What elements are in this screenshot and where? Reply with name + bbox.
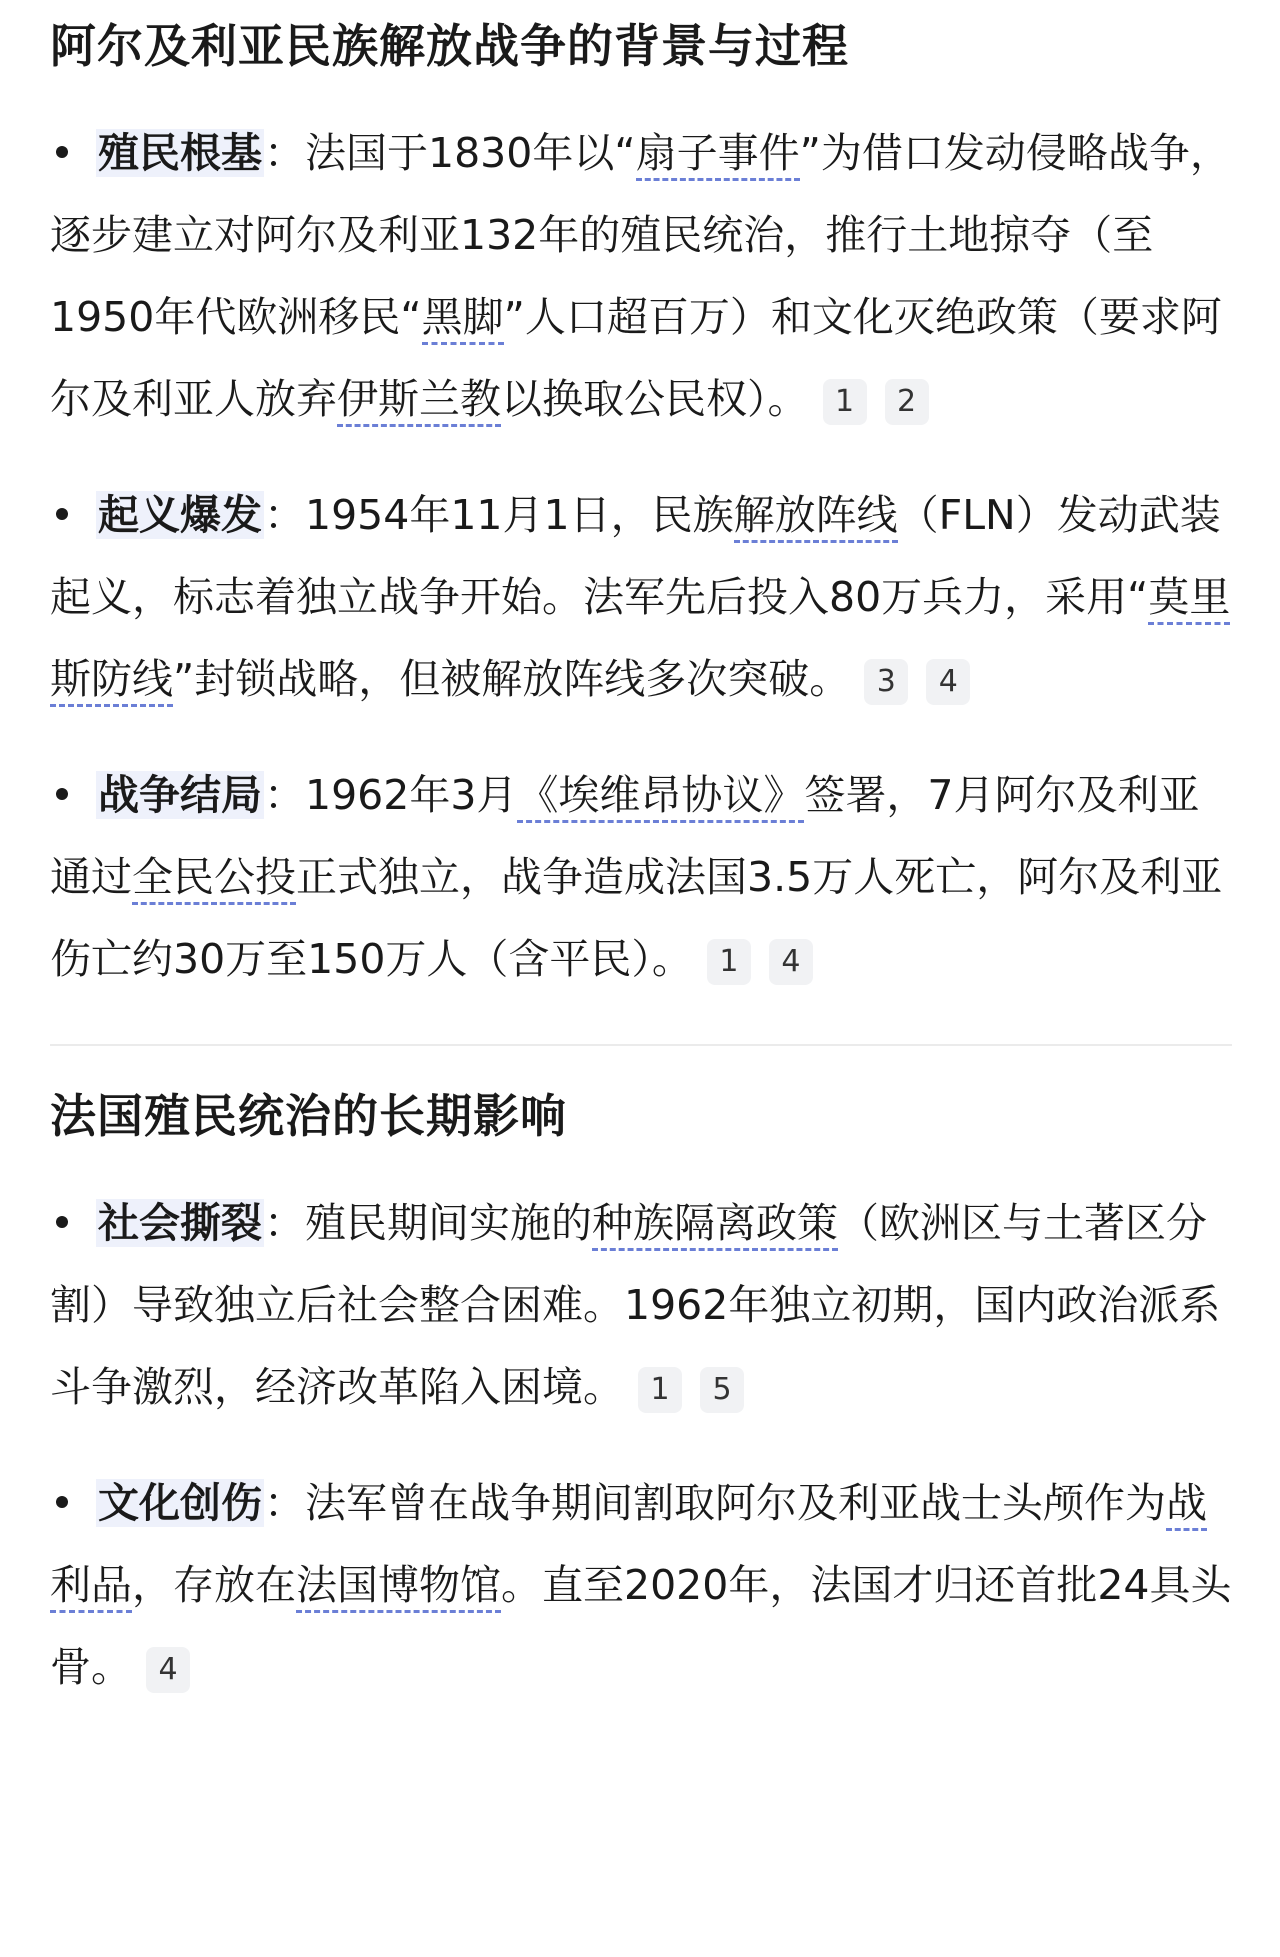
term-social-rift: 社会撕裂 [98, 1199, 262, 1247]
war-background-list [50, 112, 1232, 1000]
colon: ： [264, 1479, 305, 1527]
long-term-impact-list [50, 1182, 1232, 1708]
citation-badge[interactable]: 4 [146, 1647, 190, 1693]
bullet-dot [56, 146, 68, 158]
term-colonial-foundation: 殖民根基 [98, 129, 262, 177]
link-islam[interactable]: 伊斯兰教 [337, 375, 501, 427]
term-cultural-trauma: 文化创伤 [98, 1479, 262, 1527]
link-pied-noir[interactable]: 黑脚 [422, 293, 504, 345]
link-evian-accords[interactable]: 《埃维昂协议》 [517, 771, 804, 823]
link-referendum[interactable]: 全民公投 [132, 853, 296, 905]
list-item-cultural-trauma [50, 1462, 1232, 1708]
body-text: 1954年11月1日，民族 [305, 491, 734, 539]
section-title-long-term-impact: 法国殖民统治的长期影响 [50, 1089, 567, 1143]
link-war-trophy[interactable]: 战利品 [50, 1479, 1207, 1613]
body-text: 以换取公民权）。 [501, 375, 809, 423]
colon: ： [264, 1199, 305, 1247]
link-morice-line[interactable]: 莫里斯防线 [50, 573, 1230, 707]
bullet-dot [56, 1496, 68, 1508]
body-text: ”封锁战略，但被解放阵线多次突破。 [173, 655, 851, 703]
colon: ： [264, 491, 305, 539]
colon: ： [264, 129, 305, 177]
list-item-colonial-foundation [50, 112, 1232, 440]
link-fan-incident[interactable]: 扇子事件 [636, 129, 800, 181]
citation-badge[interactable]: 1 [707, 939, 751, 985]
link-french-museum[interactable]: 法国博物馆 [296, 1561, 501, 1613]
body-text: （欧洲区与土著区分割）导致独立后社会整合困难。1962年独立初期，国内政治派系斗争激烈，经济改革陷入困境。 [50, 1199, 1221, 1411]
body-text: 法国于1830年以“ [305, 129, 636, 177]
link-segregation-policy[interactable]: 种族隔离政策 [592, 1199, 838, 1251]
bullet-dot [56, 788, 68, 800]
citation-badge[interactable]: 1 [638, 1367, 682, 1413]
list-item-war-outcome [50, 754, 1232, 1000]
body-text: 殖民期间实施的 [305, 1199, 592, 1247]
citation-badge[interactable]: 2 [885, 379, 929, 425]
body-text: ”为借口发动侵略战争，逐步建立对阿尔及利亚132年的殖民统治，推行土地掠夺（至1950年代欧洲移民“ [50, 129, 1231, 341]
list-item-social-rift [50, 1182, 1232, 1428]
list-item-uprising [50, 474, 1232, 720]
body-text: 正式独立，战争造成法国3.5万人死亡，阿尔及利亚伤亡约30万至150万人（含平民）。 [50, 853, 1223, 983]
body-text: ，存放在 [132, 1561, 296, 1609]
citation-badge[interactable]: 1 [823, 379, 867, 425]
citation-badge[interactable]: 5 [700, 1367, 744, 1413]
bullet-dot [56, 1216, 68, 1228]
bullet-dot [56, 508, 68, 520]
body-text: （FLN）发动武装起义，标志着独立战争开始。法军先后投入80万兵力，采用“ [50, 491, 1221, 621]
section-title-war-background: 阿尔及利亚民族解放战争的背景与过程 [50, 19, 849, 73]
term-war-outcome: 战争结局 [98, 771, 262, 819]
link-liberation-front[interactable]: 解放阵线 [734, 491, 898, 543]
citation-badge[interactable]: 4 [926, 659, 970, 705]
body-text: 1962年3月 [305, 771, 518, 819]
section-divider [50, 1044, 1232, 1046]
citation-badge[interactable]: 4 [769, 939, 813, 985]
citation-badge[interactable]: 3 [864, 659, 908, 705]
colon: ： [264, 771, 305, 819]
body-text: 。直至2020年，法国才归还首批24具头骨。 [50, 1561, 1232, 1691]
body-text: ”人口超百万）和文化灭绝政策（要求阿尔及利亚人放弃 [50, 293, 1222, 423]
body-text: 法军曾在战争期间割取阿尔及利亚战士头颅作为 [305, 1479, 1166, 1527]
body-text: 签署，7月阿尔及利亚通过 [50, 771, 1200, 901]
term-uprising: 起义爆发 [98, 491, 262, 539]
